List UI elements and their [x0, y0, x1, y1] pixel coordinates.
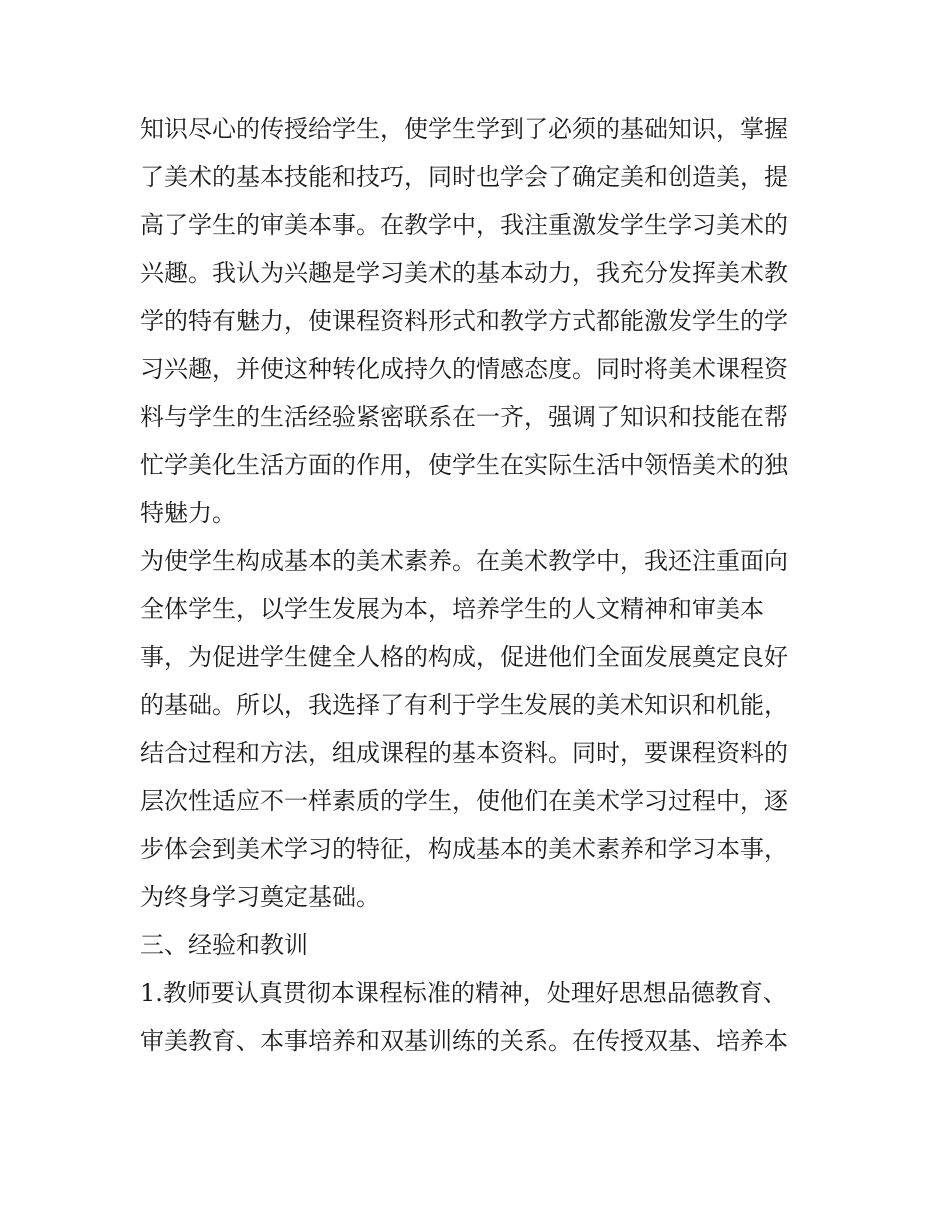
text-line: 学的特有魅力，使课程资料形式和教学方式都能激发学生的学	[140, 307, 788, 335]
text-line: 料与学生的生活经验紧密联系在一齐，强调了知识和技能在帮	[140, 403, 788, 431]
text-line: 层次性适应不一样素质的学生，使他们在美术学习过程中，逐	[140, 787, 788, 815]
text-line: 审美教育、本事培养和双基训练的关系。在传授双基、培养本	[140, 1027, 788, 1055]
text-line: 高了学生的审美本事。在教学中，我注重激发学生学习美术的	[140, 211, 788, 239]
text-line: 事，为促进学生健全人格的构成，促进他们全面发展奠定良好	[140, 643, 788, 671]
text-line: 为终身学习奠定基础。	[140, 883, 380, 911]
text-line: 兴趣。我认为兴趣是学习美术的基本动力，我充分发挥美术教	[140, 259, 788, 287]
text-line: 结合过程和方法，组成课程的基本资料。同时，要课程资料的	[140, 739, 788, 767]
text-line: 习兴趣，并使这种转化成持久的情感态度。同时将美术课程资	[140, 355, 788, 383]
text-line: 的基础。所以，我选择了有利于学生发展的美术知识和机能，	[140, 691, 788, 719]
text-line: 特魅力。	[140, 499, 236, 527]
text-line: 忙学美化生活方面的作用，使学生在实际生活中领悟美术的独	[140, 451, 788, 479]
text-line: 1.教师要认真贯彻本课程标准的精神，处理好思想品德教育、	[140, 979, 787, 1007]
text-line: 全体学生，以学生发展为本，培养学生的人文精神和审美本	[140, 595, 764, 623]
text-line: 为使学生构成基本的美术素养。在美术教学中，我还注重面向	[140, 547, 788, 575]
text-line: 步体会到美术学习的特征，构成基本的美术素养和学习本事，	[140, 835, 788, 863]
body-text	[140, 105, 812, 1065]
text-line: 知识尽心的传授给学生，使学生学到了必须的基础知识，掌握	[140, 115, 788, 143]
section-heading: 三、经验和教训	[140, 931, 308, 959]
text-line: 了美术的基本技能和技巧，同时也学会了确定美和创造美，提	[140, 163, 788, 191]
